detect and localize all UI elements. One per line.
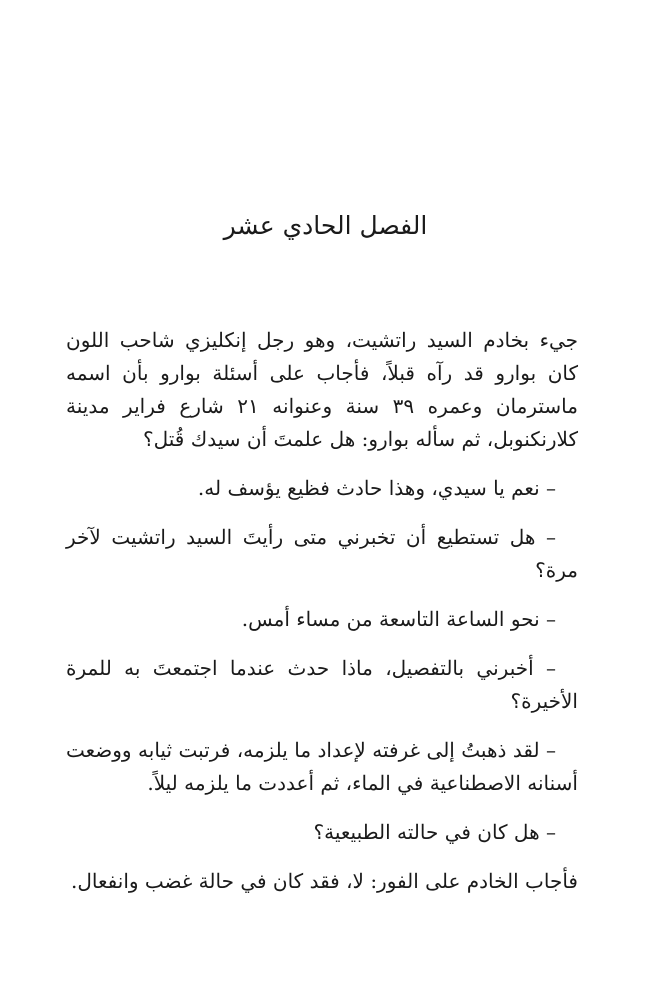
- dialogue-line: – لقد ذهبتُ إلى غرفته لإعداد ما يلزمه، فرتبت ثيابه ووضعت أسنانه الاصطناعية في الماء، ثم أعددت ما يلزمه ليلاً.: [66, 738, 578, 795]
- dialogue-line: – أخبرني بالتفصيل، ماذا حدث عندما اجتمعتَ به للمرة الأخيرة؟: [66, 656, 578, 713]
- narration-paragraph: فأجاب الخادم على الفور: لا، فقد كان في حالة غضب وانفعال.: [71, 869, 578, 893]
- narration-paragraph: جيء بخادم السيد راتشيت، وهو رجل إنكليزي شاحب اللون كان بوارو قد رآه قبلاً، فأجاب على أسئلة بوارو بأن اسمه ماسترمان وعمره ٣٩ سنة وعنوانه ٢١ شارع فراير مدينة كلارنكنوبل، ثم سأله بوارو: هل علمتَ أن سيدك قُتل؟: [66, 328, 578, 451]
- dialogue-line: – نحو الساعة التاسعة من مساء أمس.: [241, 607, 556, 631]
- dialogue-line: – هل تستطيع أن تخبرني متى رأيتَ السيد راتشيت لآخر مرة؟: [66, 525, 578, 582]
- chapter-title: الفصل الحادي عشر: [223, 211, 428, 240]
- dialogue-line: – نعم يا سيدي، وهذا حادث فظيع يؤسف له.: [197, 476, 556, 500]
- dialogue-line: – هل كان في حالته الطبيعية؟: [313, 820, 556, 844]
- chapter-body: [66, 324, 578, 914]
